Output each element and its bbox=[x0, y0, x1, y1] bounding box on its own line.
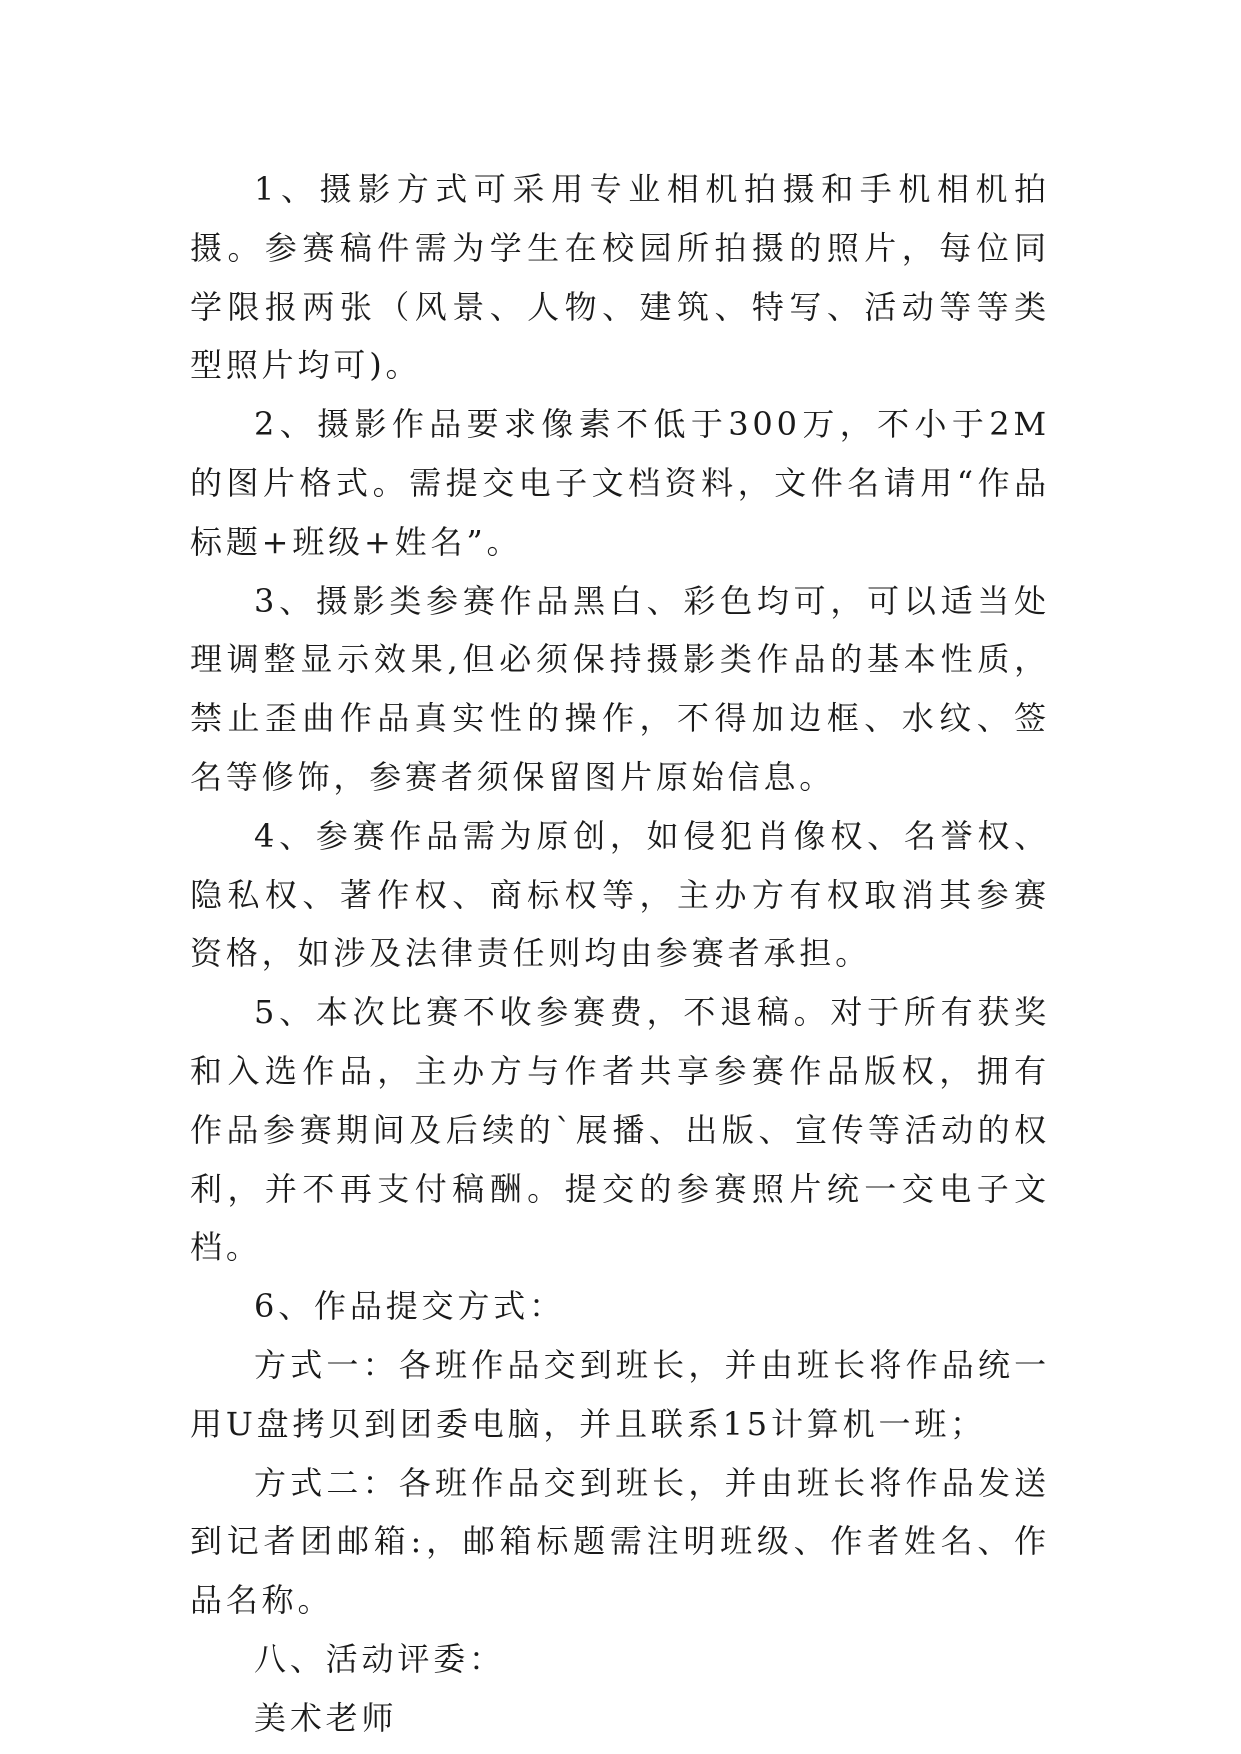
submission-method-2: 方式二：各班作品交到班长，并由班长将作品发送到记者团邮箱:，邮箱标题需注明班级、作者姓名、作品名称。 bbox=[190, 1463, 1050, 1620]
rule-3-paragraph: 3、摄影类参赛作品黑白、彩色均可，可以适当处理调整显示效果,但必须保持摄影类作品的基本性质，禁止歪曲作品真实性的操作，不得加边框、水纹、签名等修饰，参赛者须保留图片原始信息。 bbox=[190, 581, 1050, 796]
rule-6-heading: 6、作品提交方式： bbox=[254, 1287, 565, 1326]
rule-4-paragraph: 4、参赛作品需为原创，如侵犯肖像权、名誉权、隐私权、著作权、商标权等，主办方有权取消其参赛资格，如涉及法律责任则均由参赛者承担。 bbox=[190, 816, 1050, 973]
rule-1-paragraph: 1、摄影方式可采用专业相机拍摄和手机相机拍摄。参赛稿件需为学生在校园所拍摄的照片，每位同学限报两张（风景、人物、建筑、特写、活动等等类型照片均可)。 bbox=[190, 170, 1050, 385]
judges-list: 美术老师 bbox=[254, 1698, 398, 1737]
rule-2-paragraph: 2、摄影作品要求像素不低于300万，不小于2M的图片格式。需提交电子文档资料，文件名请用“作品标题+班级+姓名”。 bbox=[190, 405, 1050, 561]
document-body bbox=[190, 160, 1050, 1748]
section-8-heading: 八、活动评委： bbox=[254, 1639, 505, 1678]
rule-5-paragraph: 5、本次比赛不收参赛费，不退稿。对于所有获奖和入选作品，主办方与作者共享参赛作品版权，拥有作品参赛期间及后续的`展播、出版、宣传等活动的权利，并不再支付稿酬。提交的参赛照片统一交电子文档。 bbox=[190, 993, 1050, 1267]
submission-method-1: 方式一：各班作品交到班长，并由班长将作品统一用U盘拷贝到团委电脑，并且联系15计算机一班； bbox=[190, 1345, 1050, 1443]
